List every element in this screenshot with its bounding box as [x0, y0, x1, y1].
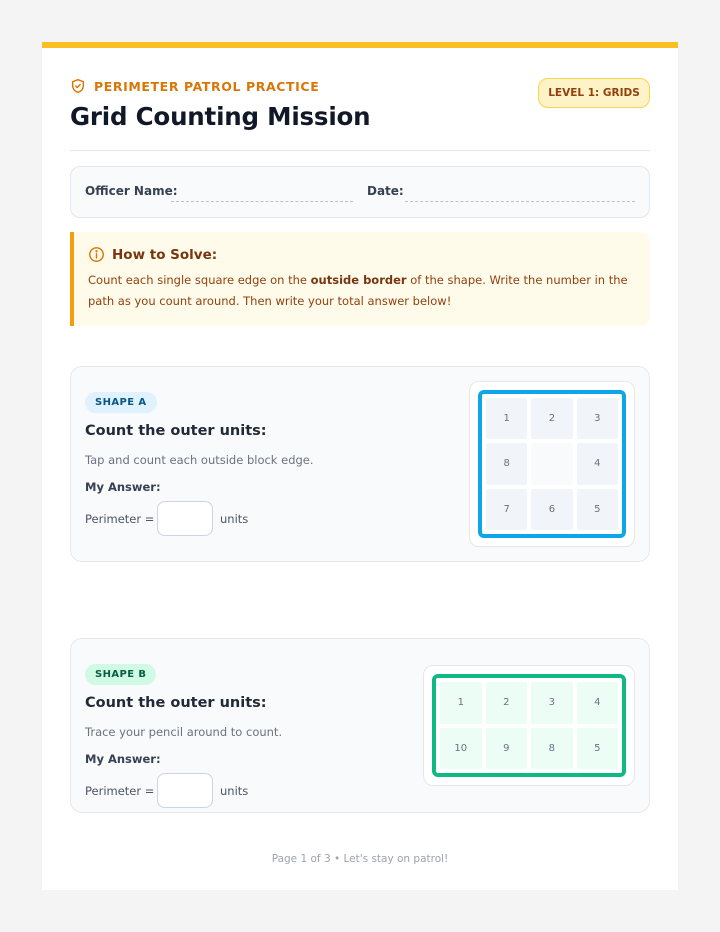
grid-cell: 9: [486, 728, 528, 770]
grid-cell: 4: [577, 682, 619, 724]
shape-b-grid-frame: [423, 665, 635, 786]
grid-cell: 1: [486, 398, 527, 439]
shape-b-grid: [432, 674, 626, 777]
grid-cell: 1: [440, 682, 482, 724]
grid-cell: 6: [531, 489, 572, 530]
header-divider: [70, 150, 650, 151]
grid-cell: [531, 443, 572, 484]
shape-b-perimeter-label: Perimeter =: [85, 784, 155, 798]
grid-cell: 5: [577, 489, 618, 530]
shape-b-title: Count the outer units:: [85, 695, 267, 711]
level-badge: LEVEL 1: GRIDS: [538, 78, 650, 108]
shape-b-answer-label: My Answer:: [85, 752, 161, 766]
grid-cell: 7: [486, 489, 527, 530]
shape-b-subtitle: Trace your pencil around to count.: [85, 725, 283, 739]
grid-cell: 5: [577, 728, 619, 770]
date-label: Date:: [367, 184, 404, 198]
grid-cell: 2: [531, 398, 572, 439]
shape-a-grid: [478, 390, 626, 538]
grid-cell: 2: [486, 682, 528, 724]
grid-cell: 8: [486, 443, 527, 484]
worksheet-header: [70, 78, 650, 131]
grid-cell: 8: [531, 728, 573, 770]
page-footer: Page 1 of 3 • Let's stay on patrol!: [271, 853, 449, 865]
shape-b-card: [70, 638, 650, 813]
grid-cell: 4: [577, 443, 618, 484]
info-icon: [88, 246, 105, 263]
page-title: Grid Counting Mission: [70, 102, 371, 131]
grid-cell: 10: [440, 728, 482, 770]
eyebrow-text: PERIMETER PATROL PRACTICE: [94, 78, 320, 94]
how-to-solve-heading: How to Solve:: [112, 246, 218, 263]
shape-a-card: [70, 366, 650, 562]
shape-a-answer-label: My Answer:: [85, 480, 161, 494]
shape-a-perimeter-label: Perimeter =: [85, 512, 155, 526]
officer-name-label: Officer Name:: [85, 184, 178, 198]
how-to-solve-box: [70, 232, 650, 326]
shape-a-subtitle: Tap and count each outside block edge.: [85, 453, 314, 467]
shape-a-title: Count the outer units:: [85, 423, 267, 439]
date-field[interactable]: [405, 201, 635, 202]
worksheet-page: [42, 42, 678, 890]
how-to-solve-title: [88, 246, 217, 263]
shape-b-answer-input[interactable]: [157, 773, 213, 808]
shape-b-units-label: units: [220, 784, 249, 798]
shield-icon: [70, 78, 86, 94]
shape-a-chip: SHAPE A: [85, 392, 157, 413]
grid-cell: 3: [577, 398, 618, 439]
shape-a-grid-frame: [469, 381, 635, 547]
grid-cell: 3: [531, 682, 573, 724]
how-to-solve-emphasis: outside border: [310, 273, 407, 287]
shape-b-chip: SHAPE B: [85, 664, 156, 685]
officer-name-field[interactable]: [171, 201, 353, 202]
shape-a-units-label: units: [220, 512, 249, 526]
how-to-solve-text: Count each single square edge on the outside border of the shape. Write the number in the path as you count around. Then write your total answer below!: [88, 273, 628, 308]
shape-a-answer-input[interactable]: [157, 501, 213, 536]
officer-info-box: [70, 166, 650, 218]
